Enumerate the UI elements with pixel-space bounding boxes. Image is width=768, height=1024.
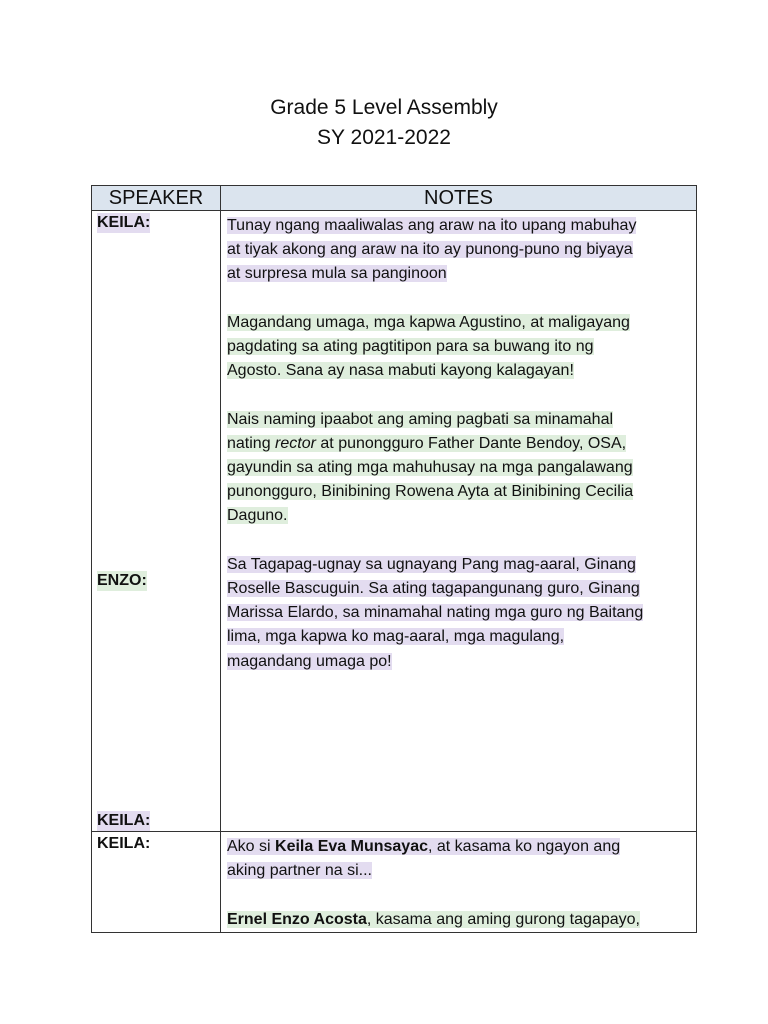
notes-column-header: NOTES [221, 186, 697, 211]
name-keila: Keila Eva Munsayac [275, 838, 428, 855]
notes-line: magandang umaga po! [227, 652, 392, 670]
table-row [92, 211, 697, 832]
notes-line: Tunay ngang maaliwalas ang araw na ito upang mabuhay [227, 217, 637, 234]
rector-emphasis: rector [275, 434, 316, 452]
notes-line: Agosto. Sana ay nasa mabuti kayong kalagayan! [227, 362, 574, 380]
notes-line: gayundin sa ating mga mahuhusay na mga pangalawang [227, 459, 633, 476]
notes-paragraph-3 [227, 408, 692, 529]
notes-line: punongguro, Binibining Rowena Ayta at Binibining Cecilia [227, 483, 634, 501]
school-year: SY 2021-2022 [317, 126, 451, 149]
notes-line: at tiyak akong ang araw na ito ay punong-puno ng biyaya [227, 241, 633, 259]
script-table [91, 185, 697, 933]
notes-line: nating rector at punongguro Father Dante Bendoy, OSA, [227, 434, 627, 452]
speaker-column-header: SPEAKER [92, 186, 221, 211]
notes-line: Sa Tagapag-ugnay sa ugnayang Pang mag-aaral, Ginang [227, 555, 636, 573]
name-enzo: Ernel Enzo Acosta [227, 910, 367, 928]
notes-line: Magandang umaga, mga kapwa Agustino, at maligayang [227, 313, 630, 331]
notes-line: Daguno. [227, 507, 288, 525]
notes-line: pagdating sa ating pagtitipon para sa buwang ito ng [227, 338, 594, 355]
notes-paragraph-intro [227, 835, 692, 883]
table-header-row [92, 186, 697, 211]
notes-cell [221, 211, 697, 832]
notes-line: lima, mga kapwa ko mag-aaral, mga magulang, [227, 628, 565, 646]
document-title: Grade 5 Level Assembly [270, 96, 498, 119]
notes-paragraph-1 [227, 214, 692, 287]
notes-line: Marissa Elardo, sa minamahal nating mga guro ng Baitang [227, 604, 644, 622]
notes-line: aking partner na si... [227, 862, 372, 880]
speaker-cell [92, 832, 221, 933]
notes-line: Nais naming ipaabot ang aming pagbati sa minamahal [227, 410, 614, 428]
notes-line: Ako si Keila Eva Munsayac, at kasama ko ngayon ang [227, 838, 621, 855]
speaker-label-keila: KEILA: [97, 214, 151, 231]
notes-line: Ernel Enzo Acosta, kasama ang aming gurong tagapayo, [227, 910, 640, 928]
table-row [92, 832, 697, 933]
speaker-label-enzo: ENZO: [97, 572, 147, 589]
notes-paragraph-intro-2 [227, 908, 692, 932]
speaker-cell [92, 211, 221, 832]
speaker-label-keila: KEILA: [97, 835, 151, 852]
notes-paragraph-4 [227, 553, 692, 674]
notes-paragraph-2 [227, 311, 692, 384]
speaker-label-keila-2: KEILA: [97, 812, 151, 829]
notes-line: Roselle Bascuguin. Sa ating tagapangunang guro, Ginang [227, 580, 640, 597]
notes-cell [221, 832, 697, 933]
notes-line: at surpresa mula sa panginoon [227, 265, 447, 283]
